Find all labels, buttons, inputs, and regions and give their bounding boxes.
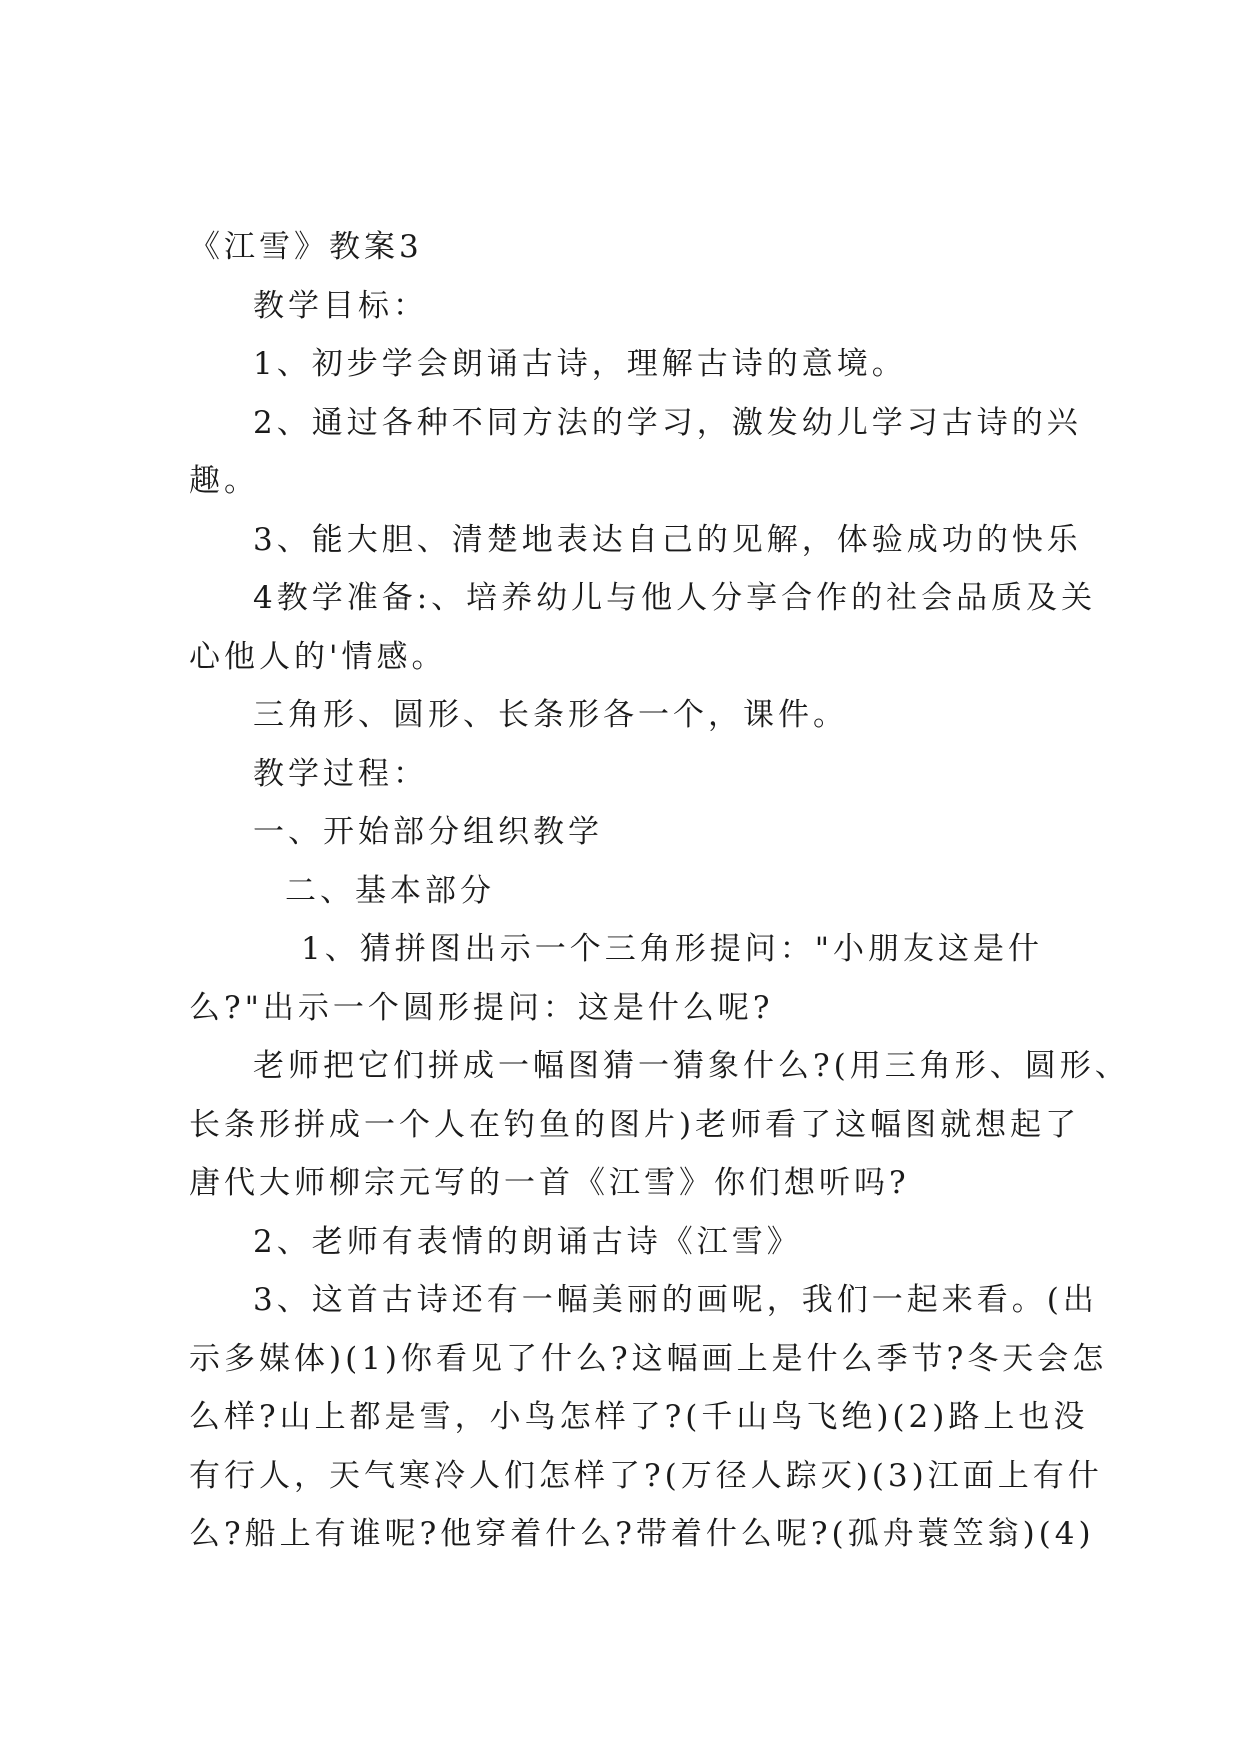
- paragraph-line: 2、通过各种不同方法的学习，激发幼儿学习古诗的兴: [253, 404, 1082, 441]
- paragraph-line: 么样?山上都是雪，小鸟怎样了?(千山鸟飞绝)(2)路上也没: [189, 1399, 1089, 1435]
- paragraph-line: 3、这首古诗还有一幅美丽的画呢，我们一起来看。(出: [253, 1282, 1098, 1318]
- paragraph-line: 有行人，天气寒冷人们怎样了?(万径人踪灭)(3)江面上有什: [189, 1457, 1103, 1494]
- paragraph-line: 三角形、圆形、长条形各一个，课件。: [253, 697, 848, 733]
- paragraph-line: 老师把它们拼成一幅图猜一猜象什么?(用三角形、圆形、: [253, 1048, 1130, 1084]
- paragraph-line: 4教学准备:、培养幼儿与他人分享合作的社会品质及关: [253, 580, 1097, 616]
- document-body: [189, 218, 1130, 1564]
- paragraph-line: 示多媒体)(1)你看见了什么?这幅画上是什么季节?冬天会怎: [189, 1340, 1108, 1377]
- paragraph-line: 2、老师有表情的朗诵古诗《江雪》: [253, 1223, 802, 1260]
- section-heading-goals: 教学目标：: [253, 287, 428, 324]
- section-heading-part-two: 二、基本部分: [285, 872, 495, 909]
- paragraph-line: 1、初步学会朗诵古诗，理解古诗的意境。: [253, 346, 907, 382]
- paragraph-line: 3、能大胆、清楚地表达自己的见解，体验成功的快乐: [253, 521, 1082, 558]
- section-heading-part-one: 一、开始部分组织教学: [253, 814, 603, 850]
- paragraph-line: 唐代大师柳宗元写的一首《江雪》你们想听吗?: [189, 1165, 910, 1201]
- paragraph-line: 么?"出示一个圆形提问：这是什么呢?: [189, 989, 774, 1026]
- section-heading-process: 教学过程：: [253, 755, 428, 792]
- paragraph-line: 1、猜拼图出示一个三角形提问："小朋友这是什: [301, 931, 1043, 967]
- document-title: 《江雪》教案3: [189, 229, 423, 265]
- paragraph-line: 趣。: [189, 463, 259, 499]
- paragraph-line: 心他人的'情感。: [189, 638, 447, 675]
- paragraph-line: 长条形拼成一个人在钓鱼的图片)老师看了这幅图就想起了: [189, 1106, 1081, 1143]
- paragraph-line: 么?船上有谁呢?他穿着什么?带着什么呢?(孤舟蓑笠翁)(4): [189, 1516, 1095, 1552]
